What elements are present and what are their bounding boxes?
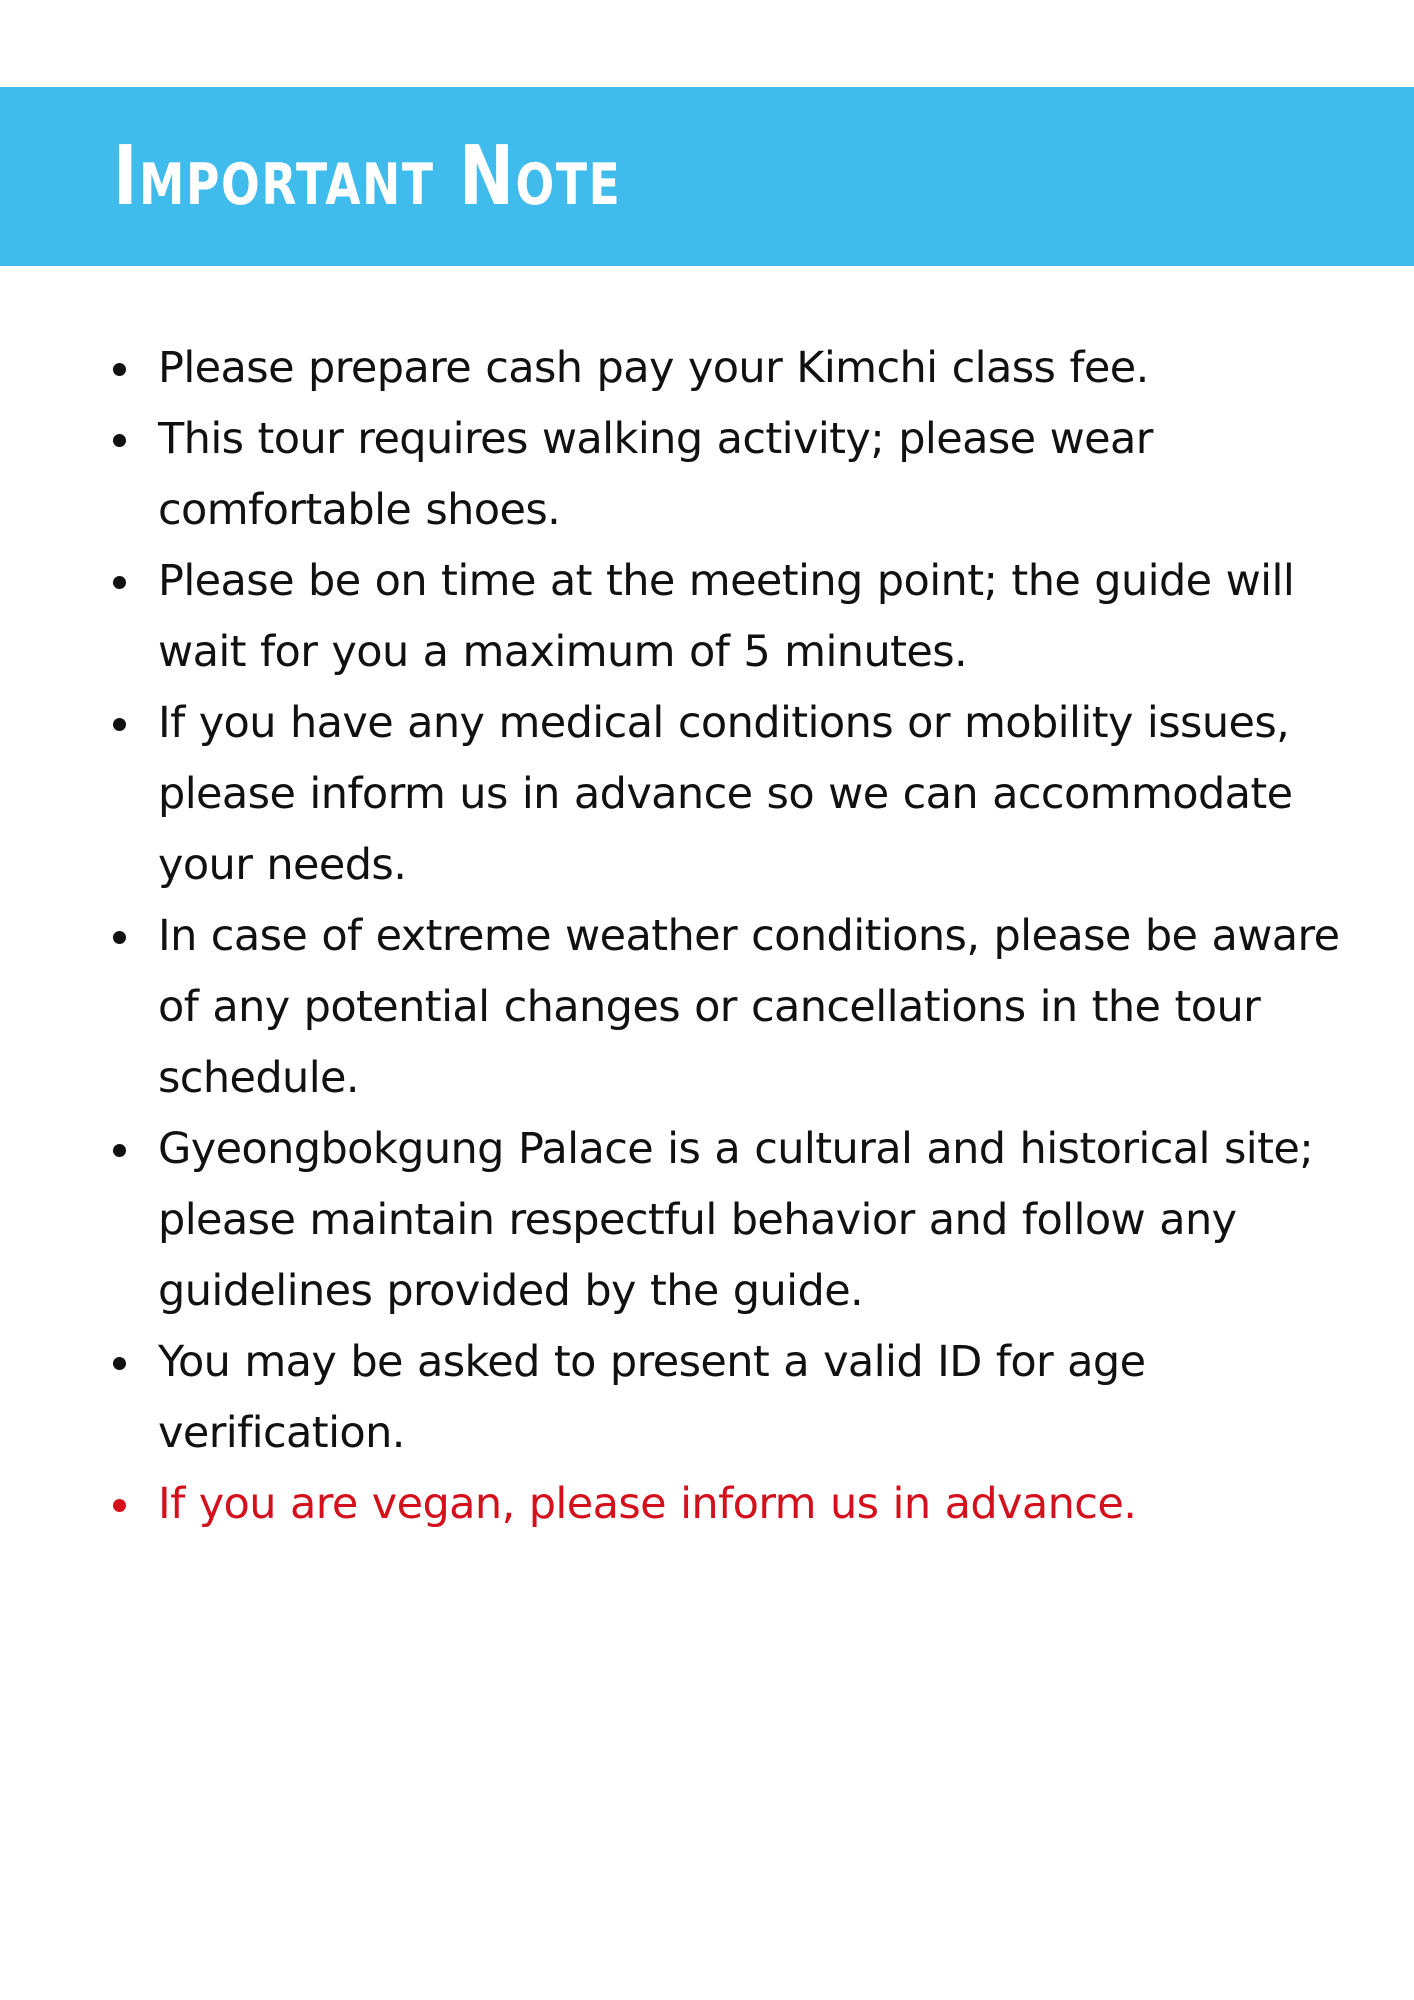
header-band (0, 87, 1414, 266)
bullet-icon (113, 718, 126, 731)
note-text: You may be asked to present a valid ID for age verification. (158, 1337, 1146, 1458)
bullet-icon (113, 363, 126, 376)
note-item-vegan (0, 1469, 1414, 1540)
bullet-icon (113, 1357, 126, 1370)
note-item-walking (0, 404, 1414, 546)
note-text: Please be on time at the meeting point; the guide will wait for you a maximum of 5 minutes. (158, 556, 1295, 677)
note-item-id (0, 1327, 1414, 1469)
note-text: Gyeongbokgung Palace is a cultural and historical site; please maintain respectful behavior and follow any guidelines provided by the guide. (158, 1124, 1314, 1316)
bullet-icon (113, 1144, 126, 1157)
bullet-icon (113, 434, 126, 447)
note-text: Please prepare cash pay your Kimchi class fee. (158, 343, 1149, 393)
note-item-palace (0, 1114, 1414, 1327)
page-title: Important Note (113, 129, 622, 224)
notes-list (0, 333, 1414, 1540)
note-item-medical (0, 688, 1414, 901)
bullet-icon (113, 1499, 126, 1512)
note-text-highlight: If you are vegan, please inform us in advance. (158, 1479, 1137, 1529)
note-text: In case of extreme weather conditions, please be aware of any potential changes or cancellations in the tour schedule. (158, 911, 1340, 1103)
note-text: This tour requires walking activity; please wear comfortable shoes. (158, 414, 1153, 535)
bullet-icon (113, 576, 126, 589)
note-text: If you have any medical conditions or mobility issues, please inform us in advance so we can accommodate your needs. (158, 698, 1293, 890)
note-item-weather (0, 901, 1414, 1114)
bullet-icon (113, 931, 126, 944)
note-item-cash (0, 333, 1414, 404)
note-item-on-time (0, 546, 1414, 688)
